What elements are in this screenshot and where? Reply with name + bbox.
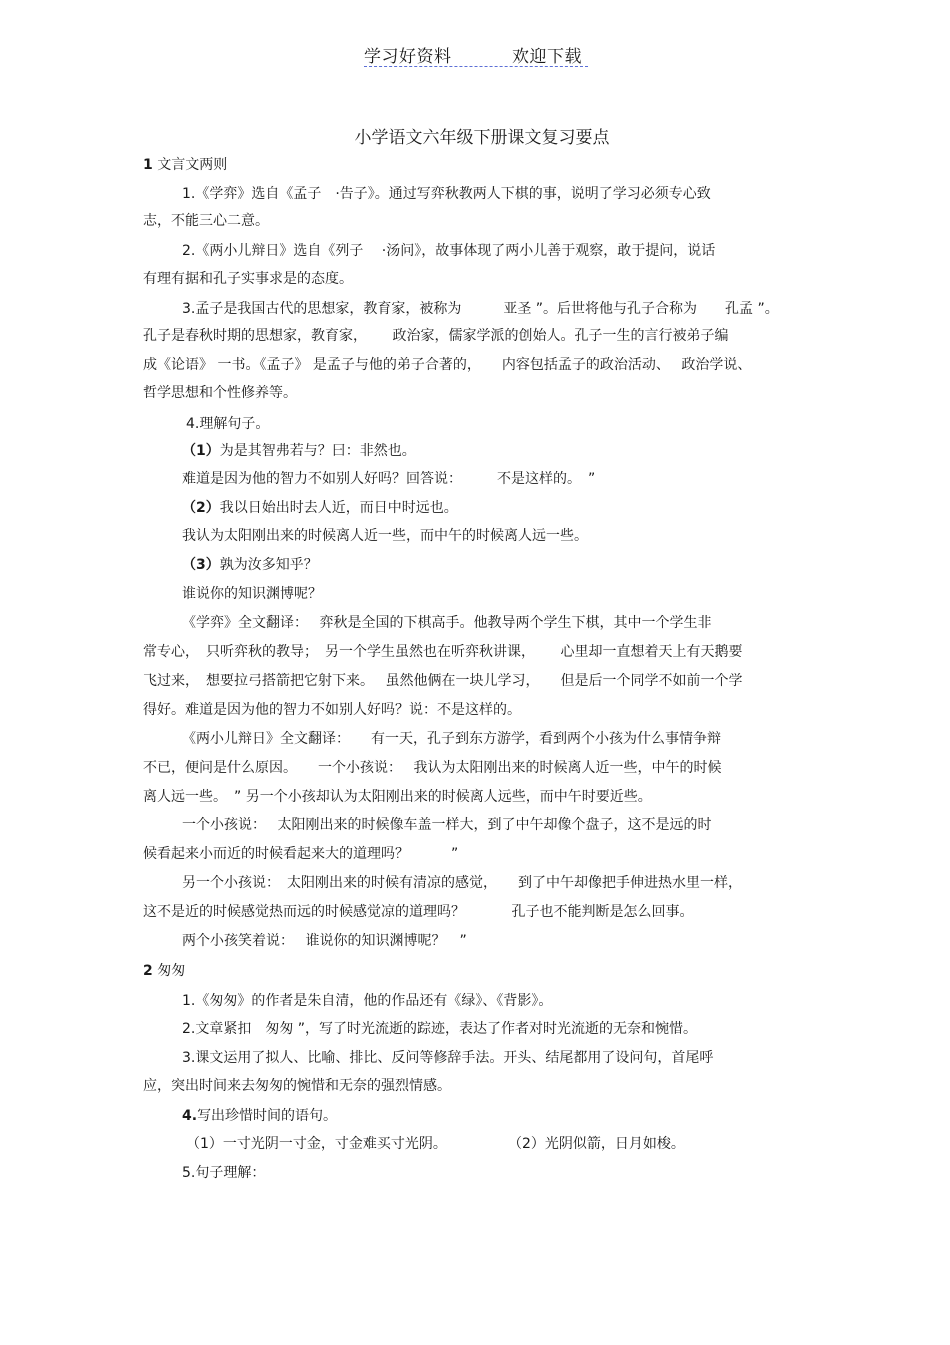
paragraph-line: 常专心， 只听弈秋的教导； 另一个学生虽然也在听弈秋讲课， 心里却一直想着天上有天鹅要 [143,644,743,660]
quote-line: （2）光阴似箭，日月如梭。 [508,1136,685,1152]
page-header [364,40,588,67]
section-heading [143,962,185,980]
paragraph-line: 一个小孩说： 太阳刚出来的时候像车盖一样大，到了中午却像个盘子，这不是远的时 [182,817,712,833]
paragraph-line: 候看起来小而近的时候看起来大的道理吗？ ” [143,846,459,862]
question-text: 孰为汝多知乎？ [219,557,318,573]
question-number: （1） [182,443,220,459]
question-number: （2） [182,500,220,516]
paragraph-line: 飞过来， 想要拉弓搭箭把它射下来。 虽然他俩在一块儿学习， 但是后一个同学不如前一个学 [143,673,743,689]
paragraph-line: 离人远一些。 ” 另一个小孩却认为太阳刚出来的时候离人远些，而中午时要近些。 [143,789,652,805]
question-line [182,499,458,517]
section-number: 2 [143,963,153,979]
quote-line: （1）一寸光阴一寸金，寸金难买寸光阴。 [186,1136,447,1152]
question-line [182,442,416,460]
paragraph-line: 3.孟子是我国古代的思想家，教育家，被称为 亚圣 ”。后世将他与孔子合称为 孔孟 ”。 [182,301,779,317]
paragraph-line: 2.《两小儿辩日》选自《列子 ·汤问》，故事体现了两小儿善于观察，敢于提问，说话 [182,243,716,259]
answer-line: 难道是因为他的智力不如别人好吗？回答说： 不是这样的。 ” [182,471,596,487]
paragraph-line: 不已，便问是什么原因。 一个小孩说： 我认为太阳刚出来的时候离人近一些，中午的时候 [143,760,722,776]
paragraph-line: 得好。难道是因为他的智力不如别人好吗？说：不是这样的。 [143,702,521,718]
answer-line: 谁说你的知识渊博呢？ [182,586,322,602]
question-text: 我以日始出时去人近，而日中时远也。 [219,500,458,516]
paragraph-line: 孔子是春秋时期的思想家，教育家， 政治家，儒家学派的创始人。孔子一生的言行被弟子编 [143,328,729,344]
paragraph-line: 《学弈》全文翻译： 弈秋是全国的下棋高手。他教导两个学生下棋，其中一个学生非 [182,615,712,631]
header-left-text: 学习好资料 [364,47,452,67]
paragraph-line: 3.课文运用了拟人、比喻、排比、反问等修辞手法。开头、结尾都用了设问句，首尾呼 [182,1050,714,1066]
header-right-text: 欢迎下载 [512,47,582,67]
paragraph-line: 5.句子理解： [182,1165,266,1181]
page-title: 小学语文六年级下册课文复习要点 [354,128,610,148]
paragraph-line: 这不是近的时候感觉热而远的时候感觉凉的道理吗？ 孔子也不能判断是怎么回事。 [143,904,694,920]
paragraph-line: 4.理解句子。 [186,416,270,432]
paragraph-line: 两个小孩笑着说： 谁说你的知识渊博呢？ ” [182,933,467,949]
paragraph-line: 志，不能三心二意。 [143,213,269,229]
paragraph-line: 另一个小孩说： 太阳刚出来的时候有清凉的感觉， 到了中午却像把手伸进热水里一样， [182,875,742,891]
paragraph-line: 哲学思想和个性修养等。 [143,385,297,401]
section-title: 文言文两则 [152,157,228,173]
item-number: 4. [182,1108,198,1124]
paragraph-line: 成《论语》 一书。《孟子》 是孟子与他的弟子合著的， 内容包括孟子的政治活动、 政治学说、 [143,357,752,373]
item-text: 写出珍惜时间的语句。 [197,1108,338,1124]
answer-line: 我认为太阳刚出来的时候离人近一些，而中午的时候离人远一些。 [182,528,588,544]
paragraph-line: 2.文章紧扣 匆匆 ”，写了时光流逝的踪迹，表达了作者对时光流逝的无奈和惋惜。 [182,1021,698,1037]
section-title: 匆匆 [152,963,186,979]
question-text: 为是其智弗若与？曰：非然也。 [219,443,416,459]
paragraph-line: 1.《学弈》选自《孟子 ·告子》。通过写弈秋教两人下棋的事，说明了学习必须专心致 [182,186,711,202]
paragraph-line: 有理有据和孔子实事求是的态度。 [143,271,353,287]
paragraph-line: 《两小儿辩日》全文翻译： 有一天，孔子到东方游学，看到两个小孩为什么事情争辩 [182,731,721,747]
section-number: 1 [143,157,153,173]
paragraph-line [182,1107,337,1125]
section-heading [143,156,227,174]
question-line [182,556,318,574]
paragraph-line: 1.《匆匆》的作者是朱自清，他的作品还有《绿》、《背影》。 [182,993,553,1009]
question-number: （3） [182,557,220,573]
paragraph-line: 应，突出时间来去匆匆的惋惜和无奈的强烈情感。 [143,1078,451,1094]
